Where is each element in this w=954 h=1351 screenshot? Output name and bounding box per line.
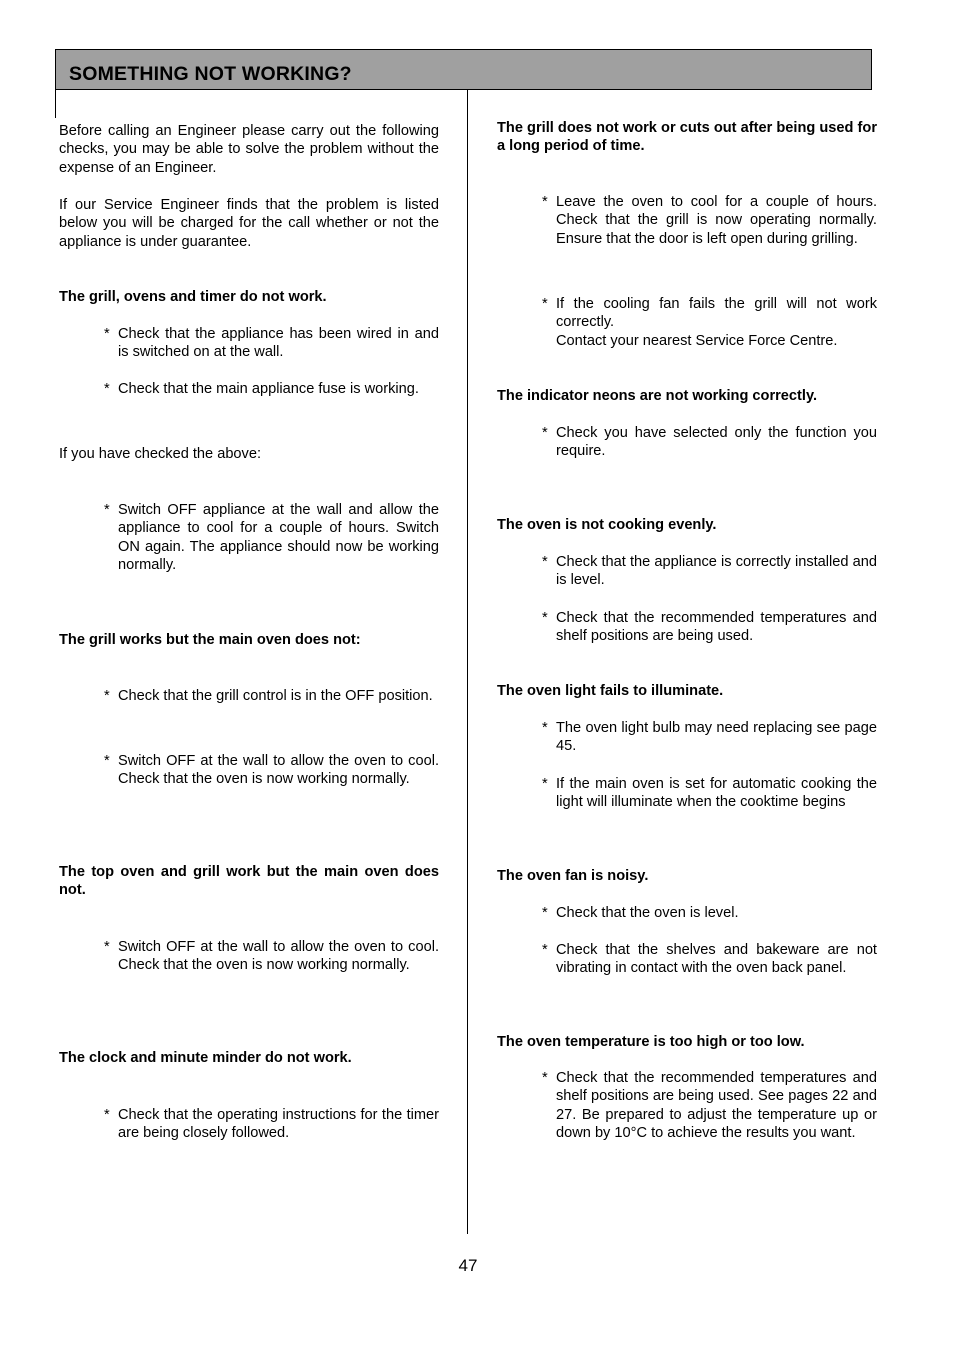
section-heading: The oven temperature is too high or too low. (497, 1034, 805, 1050)
list-item (497, 424, 877, 461)
bullet-asterisk: * (104, 753, 110, 769)
list-item (497, 609, 877, 646)
list-item-text: Check that the operating instructions for the timer are being closely followed. (118, 1107, 439, 1142)
page-title-bar (55, 49, 872, 90)
list-item-text: Check that the recommended temperatures and shelf positions are being used. (556, 610, 877, 645)
list-item (59, 325, 439, 362)
list-item-text: Check that the appliance is correctly installed and is level. (556, 554, 877, 589)
note-text: If you have checked the above: (59, 446, 262, 462)
list-item-text: If the cooling fan fails the grill will not work correctly. (556, 296, 877, 331)
section-heading: The grill works but the main oven does not: (59, 632, 361, 648)
list-item (497, 1069, 877, 1143)
list-item-text: Check that the oven is level. (556, 905, 739, 921)
bullet-asterisk: * (542, 610, 548, 626)
bullet-asterisk: * (104, 502, 110, 518)
list-item (497, 775, 877, 812)
bullet-asterisk: * (542, 554, 548, 570)
list-item-text: Switch OFF at the wall to allow the oven to cool. Check that the oven is now working normally. (118, 939, 439, 974)
section-heading: The indicator neons are not working correctly. (497, 388, 818, 404)
bullet-asterisk: * (542, 942, 548, 958)
list-item (59, 380, 439, 398)
section-heading: The top oven and grill work but the main oven does not. (59, 864, 439, 899)
column-divider (467, 90, 468, 1234)
list-item-text: Check that the appliance has been wired in and is switched on at the wall. (118, 326, 439, 361)
bullet-asterisk: * (104, 688, 110, 704)
section-heading: The grill does not work or cuts out after being used for a long period of time. (497, 120, 877, 155)
bullet-asterisk: * (104, 381, 110, 397)
section-heading: The grill, ovens and timer do not work. (59, 289, 327, 305)
left-border-rule (55, 90, 56, 118)
list-item (497, 295, 877, 350)
section-heading: The clock and minute minder do not work. (59, 1050, 352, 1066)
list-item-text: Check that the shelves and bakeware are not vibrating in contact with the oven back panel. (556, 942, 877, 977)
bullet-asterisk: * (542, 296, 548, 312)
list-item-text: Switch OFF at the wall to allow the oven to cool. Check that the oven is now working normally. (118, 753, 439, 788)
list-item (497, 941, 877, 978)
bullet-asterisk: * (542, 1070, 548, 1086)
list-item (59, 501, 439, 575)
list-item (497, 553, 877, 590)
list-item (59, 1106, 439, 1143)
list-item (59, 752, 439, 789)
guarantee-paragraph: If our Service Engineer finds that the problem is listed below you will be charged for the call whether or not the appliance is under guarantee. (59, 197, 439, 250)
bullet-asterisk: * (104, 326, 110, 342)
list-item (59, 938, 439, 975)
bullet-asterisk: * (542, 425, 548, 441)
list-item (59, 687, 439, 705)
section-heading: The oven is not cooking evenly. (497, 517, 717, 533)
list-item (497, 193, 877, 248)
list-item-text: Check that the recommended temperatures and shelf positions are being used. See pages 22 and 27. Be prepared to adjust the temperature up or down by 10°C to achieve the results you want. (556, 1070, 877, 1142)
list-item-text: The oven light bulb may need replacing see page 45. (556, 720, 877, 755)
list-item-text: Contact your nearest Service Force Centre. (556, 332, 838, 349)
list-item (497, 719, 877, 756)
list-item-text: Check that the main appliance fuse is working. (118, 381, 419, 397)
bullet-asterisk: * (542, 720, 548, 736)
bullet-asterisk: * (104, 1107, 110, 1123)
list-item-text: Check you have selected only the function you require. (556, 425, 877, 460)
list-item-text: Switch OFF appliance at the wall and allow the appliance to cool for a couple of hours. Switch ON again. The appliance should now be working normally. (118, 502, 439, 574)
bullet-asterisk: * (542, 776, 548, 792)
list-item-text: Leave the oven to cool for a couple of hours. Check that the grill is now operating normally. Ensure that the door is left open during grilling. (556, 194, 877, 247)
bullet-asterisk: * (542, 194, 548, 210)
intro-paragraph: Before calling an Engineer please carry out the following checks, you may be able to solve the problem without the expense of an Engineer. (59, 123, 439, 176)
page-number: 47 (458, 1256, 478, 1275)
list-item (497, 904, 877, 922)
section-heading: The oven light fails to illuminate. (497, 683, 724, 699)
list-item-text: Check that the grill control is in the OFF position. (118, 688, 433, 704)
section-heading: The oven fan is noisy. (497, 868, 649, 884)
page-title: SOMETHING NOT WORKING? (69, 63, 352, 85)
bullet-asterisk: * (542, 905, 548, 921)
list-item-text: If the main oven is set for automatic cooking the light will illuminate when the cooktime begins (556, 776, 877, 811)
bullet-asterisk: * (104, 939, 110, 955)
